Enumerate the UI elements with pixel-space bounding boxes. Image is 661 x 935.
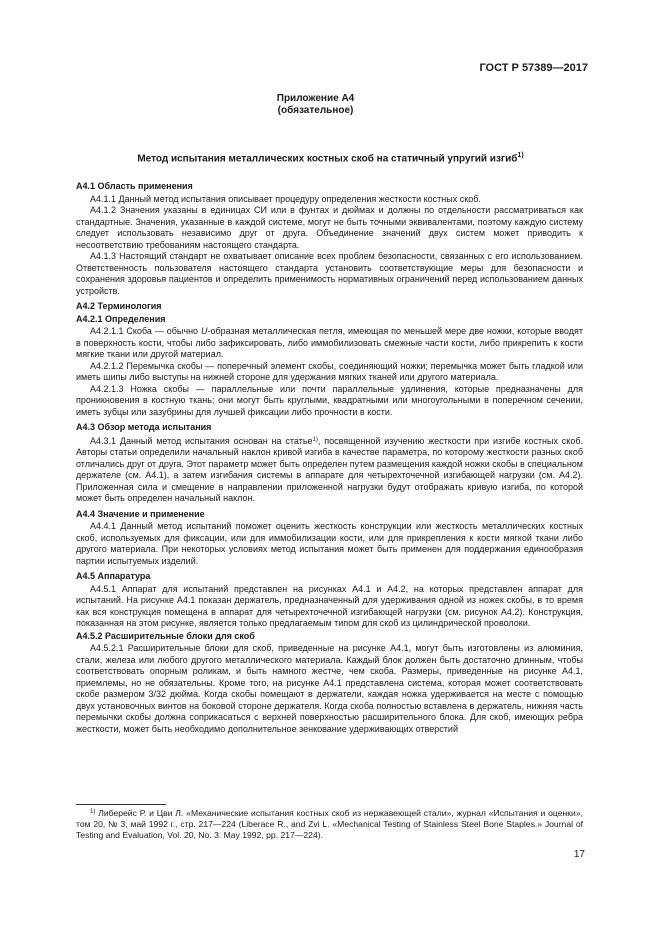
paragraph xyxy=(76,326,583,361)
section-heading: А4.1 Область применения xyxy=(76,181,193,191)
footnote-ref: 1) xyxy=(312,436,318,443)
document-title-text: Метод испытания металлических костных скоб на статичный упругий изгиб xyxy=(137,153,518,165)
paragraph: А4.2.1.3 Ножка скобы — параллельные или почти параллельные удлинения, которые предназначены для проникновения в костную ткань; они могут быть круглыми, квадратными или многоугольными в поперечном сечении, иметь зубцы или зазубрины для лучшей фиксации либо прочности в кости. xyxy=(76,383,583,417)
annex-heading xyxy=(0,93,631,117)
footnote-mark: 1) xyxy=(90,809,96,815)
annex-title: Приложение А4 xyxy=(276,93,355,104)
annex-status: (обязательное) xyxy=(277,105,354,116)
standard-number: ГОСТ Р 57389—2017 xyxy=(479,62,588,74)
document-body xyxy=(76,181,583,735)
paragraph: А4.4.1 Данный метод испытаний поможет оценить жесткость конструкции или жесткость металлических костных скоб, используемых для фиксации, или для иммобилизации кости, или для прикрепления к кости мягкой ткани либо другого материала. При некоторых условиях метод испытания может быть применен для поддержания единообразия партии испытуемых изделий. xyxy=(76,521,583,566)
footnote-divider xyxy=(76,804,166,805)
document-title xyxy=(0,152,661,164)
footnote-paragraph xyxy=(76,807,583,841)
section-heading: А4.4 Значение и применение xyxy=(76,508,205,519)
section-heading: А4.2 Терминология xyxy=(76,301,162,311)
page-number: 17 xyxy=(573,849,585,860)
section-heading: А4.5 Аппаратура xyxy=(76,571,151,581)
title-footnote-ref: 1) xyxy=(517,152,524,159)
footnote xyxy=(76,807,583,841)
paragraph: А4.5.2.1 Расширительные блоки для скоб, приведенные на рисунке А4.1, могут быть изготовлены из алюминия, стали, железа или любого другого металлического материала. Каждый блок должен быть достаточно длинным, чтобы соответствовать опорным роликам, и быть намного жестче, чем скоба. Размеры, приведенные на рисунке А4.1, приемлемы, но не обязательны. Кроме того, на рисунке А4.1 представлена система, которая может соответствовать скобе размером 3/32 дюйма. Когда скобы помещают в держатели, каждая ножка удерживается на месте с помощью двух установочных винтов на боковой стороне держателя. Когда скоба полностью вставлена в держатель, нижняя часть перемычки скобы должна соприкасаться с верхней поверхностью расширительного блока. Для скоб, имеющих ребра жесткости, может быть необходимо дополнительное зенкование удерживающих отверстий xyxy=(76,643,583,734)
text-span: -образная металлическая петля, имеющая по меньшей мере две ножки, которые вводят в поверхность кости, чтобы либо зафиксировать, либо иммобилизовать смежные части кости, либо прикрепить к кости мягкие ткани или другой материал. xyxy=(76,326,583,359)
text-span: А4.3.1 Данный метод испытания основан на статье xyxy=(90,435,313,446)
subsection-heading: А4.2.1 Определения xyxy=(76,313,166,324)
subsection-heading: А4.5.2 Расширительные блоки для скоб xyxy=(76,630,255,641)
footnote-text: Либерейс Р. и Цви Л. «Механические испытания костных скоб из нержавеющей стали», журнал «Испытания и оценки», том 20, № 3, май 1992 г., стр. 217—224 (Liberace R., and Zvi L. «Mechanical Testing of Stainless Steel Bone Staples.» Journal of Testing and Evaluation, Vol. 20, No. 3. May 1992, pp. 217—224). xyxy=(76,808,583,840)
italic-letter: U xyxy=(200,326,208,336)
text-span: , посвященной изучению жесткости при изгибе костных скоб. Авторы статьи определили начальный наклон кривой изгиба в качестве параметра, по которому жесткости разных скоб отличались друг от друга. Этот параметр может быть определен путем размещения каждой ножки скобы в специальном держателе (см. А4.1), а затем изгибания системы в аппарате для четырехточечной изгибающей нагрузки (см. А4.2). Приложенная сила и смещение в направлении приложенной нагрузки будут отображать кривую изгиба, по которой может быть определен начальный наклон. xyxy=(76,435,583,503)
paragraph: А4.2.1.2 Перемычка скобы — поперечный элемент скобы, соединяющий ножки; перемычка может быть гладкой или иметь шипы либо выступы на нижней стороне для удержания мягких тканей или другого материала. xyxy=(76,360,583,382)
paragraph: А4.5.1 Аппарат для испытаний представлен на рисунках А4.1 и А4.2, на которых представлен аппарат для испытаний. На рисунке А4.1 показан держатель, предназначенный для удерживания одной из ножек скобы, в то время как вся конструкция помещена в аппарат для четырехточечной изгибающей нагрузки (см. рисунок А4.2). Конструкция, показанная на этом рисунке, является только предлагаемым типом для скоб из цилиндрической проволоки. xyxy=(76,583,583,628)
section-heading: А4.3 Обзор метода испытания xyxy=(76,422,212,432)
text-span: А4.2.1.1 Скоба — обычно xyxy=(90,326,201,336)
paragraph: А4.1.2 Значения указаны в единицах СИ или в фунтах и дюймах и должны по отдельности рассматриваться как стандартные. Значения, указанные в каждой системе, могут не быть точными эквивалентами, поэтому каждую систему следует использовать независимо друг от друга. Объединение значений двух систем может приводить к несоответствию требованиям настоящего стандарта. xyxy=(76,205,583,250)
paragraph: А4.1.1 Данный метод испытания описывает процедуру определения жесткости костных скоб. xyxy=(90,193,481,204)
paragraph xyxy=(76,435,583,505)
paragraph: А4.1.3 Настоящий стандарт не охватывает описание всех проблем безопасности, связанных с его использованием. Ответственность пользователя настоящего стандарта установить соответствующие меры для безопасности и сохранения здоровья пациентов и определить применимость нормативных ограничений перед использованием данных устройств. xyxy=(76,251,583,296)
